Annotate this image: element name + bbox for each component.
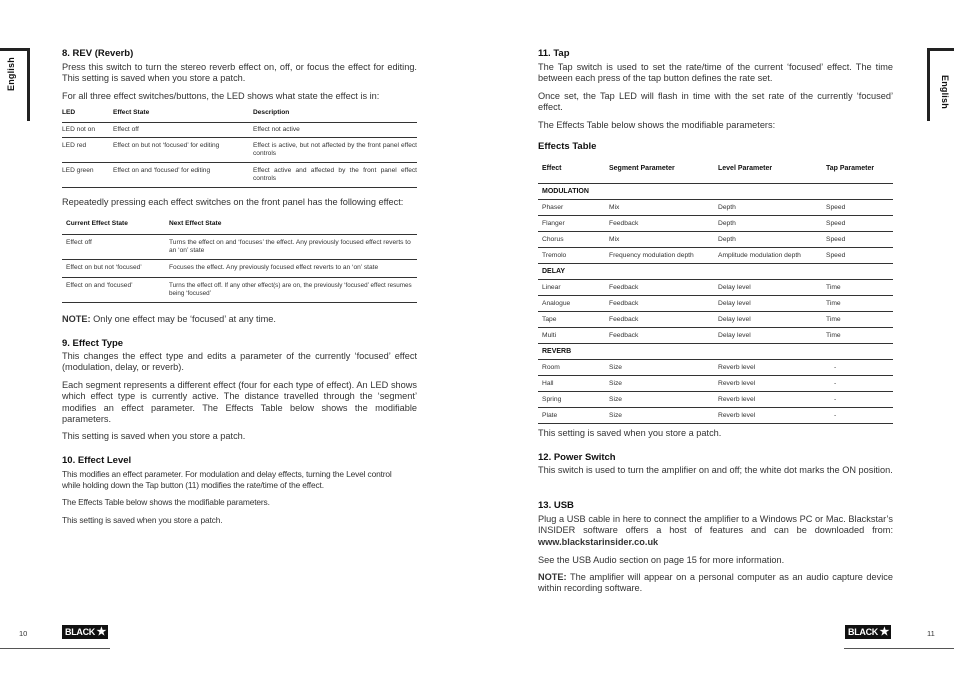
section-12-paragraph: This switch is used to turn the amplifier on and off; the white dot marks the ON position.	[538, 465, 893, 475]
footer-rule	[844, 648, 954, 649]
table-cell: -	[834, 379, 837, 387]
table-cell: Speed	[826, 219, 846, 227]
table-header: Description	[253, 109, 290, 116]
table-header: Level Parameter	[718, 164, 773, 172]
section-9-paragraph: Each segment represents a different effect (four for each type of effect). An LED shows which effect type is currently active. The distance travelled through the ‘segment’ modifies an effect parameter. The Effects Table below shows the modifiable parameters.	[62, 380, 417, 425]
table-cell: Multi	[542, 331, 557, 339]
table-header: Effect	[542, 164, 562, 172]
table-cell: Effect off	[66, 238, 92, 246]
table-cell: Effect on but not ‘focused’ for editing	[113, 141, 220, 149]
table-cell: LED green	[62, 166, 94, 174]
table-cell: Feedback	[609, 283, 639, 291]
table-cell: Reverb level	[718, 395, 756, 403]
table-cell: -	[834, 395, 837, 403]
table-cell: Effect off	[113, 125, 139, 133]
table-cell: Delay level	[718, 299, 751, 307]
table-cell: Tremolo	[542, 251, 567, 259]
section-10-paragraph: This modifies an effect parameter. For modulation and delay effects, turning the Level control while holding down the Tap button (11) modifies the rate/time of the effect.	[62, 469, 392, 490]
table-cell: Phaser	[542, 203, 564, 211]
effect-state-table	[62, 220, 417, 303]
language-label: English	[940, 75, 950, 109]
section-11-paragraph: The Effects Table below shows the modifiable parameters:	[538, 120, 776, 130]
table-cell: Feedback	[609, 331, 639, 339]
table-cell: Plate	[542, 411, 558, 419]
page-number: 11	[927, 629, 935, 638]
effects-table	[538, 154, 893, 424]
table-cell: Size	[609, 379, 623, 387]
section-11-heading: 11. Tap	[538, 48, 570, 59]
table-cell: Turns the effect off. If any other effect(s) are on, the previously ‘focused’ effect resumes being ‘focused’	[169, 281, 412, 297]
table-cell: Effect is active, but not affected by the front panel effect controls	[253, 141, 417, 157]
section-13-heading: 13. USB	[538, 500, 574, 511]
table-cell: Chorus	[542, 235, 564, 243]
section-12-heading: 12. Power Switch	[538, 452, 616, 463]
insider-link[interactable]: www.blackstarinsider.co.uk	[538, 536, 659, 547]
table-cell: Turns the effect on and ‘focuses’ the effect. Any previously focused effect reverts to an ‘on’ state	[169, 238, 411, 254]
table-cell: Focuses the effect. Any previously focused effect reverts to an ‘on’ state	[169, 263, 379, 271]
section-13-paragraph: See the USB Audio section on page 15 for more information.	[538, 555, 785, 565]
table-header: Next Effect State	[169, 220, 222, 227]
table-cell: -	[834, 363, 837, 371]
table-cell: Spring	[542, 395, 562, 403]
table-header: Segment Parameter	[609, 164, 675, 172]
section-9-paragraph: This setting is saved when you store a patch.	[62, 431, 246, 441]
table-cell: LED not on	[62, 125, 95, 133]
table-cell: Feedback	[609, 299, 639, 307]
table-cell: Effect not active	[253, 125, 300, 133]
section-8-paragraph: For all three effect switches/buttons, the LED shows what state the effect is in:	[62, 91, 380, 101]
table-cell: Room	[542, 363, 560, 371]
table-cell: Reverb level	[718, 379, 756, 387]
table-cell: Mix	[609, 203, 620, 211]
table-cell: Effect active and affected by the front panel effect controls	[253, 166, 417, 182]
logo-text: BLACK	[848, 627, 878, 637]
table-cell: Speed	[826, 251, 846, 259]
led-state-table	[62, 109, 417, 188]
table-cell: Reverb level	[718, 411, 756, 419]
table-cell: Reverb level	[718, 363, 756, 371]
page-number: 10	[19, 629, 28, 638]
table-cell: Flanger	[542, 219, 565, 227]
table-cell: -	[834, 411, 837, 419]
star-icon: ★	[879, 626, 889, 638]
footer-rule	[0, 648, 110, 649]
table-cell: Feedback	[609, 219, 639, 227]
blackstar-logo	[62, 625, 108, 639]
section-row: DELAY	[542, 267, 566, 275]
section-13-paragraph	[538, 514, 893, 548]
section-10-paragraph: This setting is saved when you store a patch.	[62, 515, 223, 525]
section-row: REVERB	[542, 347, 572, 355]
table-cell: Speed	[826, 203, 846, 211]
note-label: NOTE:	[62, 314, 91, 324]
table-cell: Size	[609, 411, 623, 419]
section-9-heading: 9. Effect Type	[62, 338, 124, 349]
section-10-heading: 10. Effect Level	[62, 455, 132, 466]
section-9-paragraph: This changes the effect type and edits a parameter of the currently ‘focused’ effect (modulation, delay, or reverb).	[62, 351, 417, 373]
table-cell: Mix	[609, 235, 620, 243]
section-8-paragraph: Press this switch to turn the stereo reverb effect on, off, or focus the effect for editing. This setting is saved when you store a patch.	[62, 62, 417, 84]
language-tab-right	[927, 48, 954, 121]
table-cell: Frequency modulation depth	[609, 251, 694, 259]
table-cell: Depth	[718, 203, 736, 211]
table-cell: Speed	[826, 235, 846, 243]
star-icon: ★	[96, 626, 106, 638]
table-cell: Hall	[542, 379, 554, 387]
effects-table-heading: Effects Table	[538, 141, 597, 152]
table-cell: Analogue	[542, 299, 571, 307]
table-cell: Linear	[542, 283, 561, 291]
table-cell: Effect on and ‘focused’	[66, 281, 133, 289]
section-11-paragraph: The Tap switch is used to set the rate/time of the current ‘focused’ effect. The time between each press of the tap button defines the rate set.	[538, 62, 893, 84]
note-text: The amplifier will appear on a personal computer as an audio capture device within recording software.	[538, 572, 893, 594]
table-cell: Time	[826, 299, 841, 307]
table-header: LED	[62, 109, 76, 116]
section-8-heading: 8. REV (Reverb)	[62, 48, 134, 59]
table-cell: Time	[826, 331, 841, 339]
language-label: English	[6, 57, 16, 91]
note-label: NOTE:	[538, 572, 567, 582]
note	[62, 314, 417, 325]
table-cell: Time	[826, 283, 841, 291]
table-header: Current Effect State	[66, 220, 128, 227]
table-cell: Feedback	[609, 315, 639, 323]
table-cell: Size	[609, 395, 623, 403]
table-header: Effect State	[113, 109, 150, 116]
note	[538, 572, 893, 595]
section-10-paragraph: The Effects Table below shows the modifiable parameters.	[62, 497, 270, 507]
table-cell: Delay level	[718, 315, 751, 323]
table-cell: Effect on and ‘focused’ for editing	[113, 166, 211, 174]
blackstar-logo	[845, 625, 891, 639]
table-cell: LED red	[62, 141, 87, 149]
section-8-paragraph: Repeatedly pressing each effect switches on the front panel has the following effect:	[62, 197, 404, 207]
note-text: Only one effect may be ‘focused’ at any time.	[90, 314, 276, 324]
table-cell: Delay level	[718, 283, 751, 291]
usb-text: Plug a USB cable in here to connect the amplifier to a Windows PC or Mac. Blackstar’s INSIDER software offers a host of features and can be downloaded from:	[538, 514, 893, 536]
table-cell: Effect on but not ‘focused’	[66, 263, 142, 271]
table-cell: Depth	[718, 235, 736, 243]
language-tab-left	[0, 48, 30, 121]
table-cell: Size	[609, 363, 623, 371]
table-cell: Amplitude modulation depth	[718, 251, 801, 259]
table-cell: Delay level	[718, 331, 751, 339]
effects-table-note: This setting is saved when you store a patch.	[538, 428, 722, 438]
section-row: MODULATION	[542, 187, 589, 195]
table-cell: Depth	[718, 219, 736, 227]
section-11-paragraph: Once set, the Tap LED will flash in time with the set rate of the currently ‘focused’ effect.	[538, 91, 893, 113]
table-header: Tap Parameter	[826, 164, 875, 172]
table-cell: Time	[826, 315, 841, 323]
table-cell: Tape	[542, 315, 557, 323]
logo-text: BLACK	[65, 627, 95, 637]
